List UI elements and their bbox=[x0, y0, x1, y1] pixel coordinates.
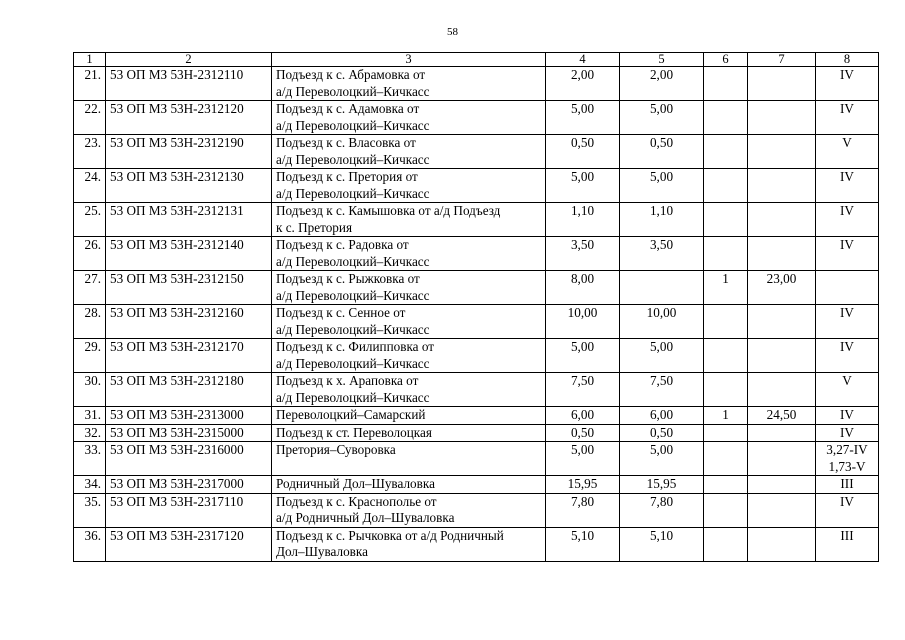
bridge-count-cell: 1 bbox=[704, 407, 748, 425]
row-number-cell: 26. bbox=[74, 237, 106, 271]
length-total-cell: 1,10 bbox=[546, 203, 620, 237]
bridge-count-cell bbox=[704, 476, 748, 494]
bridge-count-cell bbox=[704, 135, 748, 169]
bridge-length-cell bbox=[748, 101, 816, 135]
length-total-cell: 6,00 bbox=[546, 407, 620, 425]
length-paved-cell: 5,00 bbox=[620, 442, 704, 476]
table-row bbox=[74, 476, 879, 494]
road-code-cell: 53 ОП МЗ 53Н-2312180 bbox=[106, 373, 272, 407]
bridge-count-cell bbox=[704, 169, 748, 203]
road-name-cell: Подъезд к с. Абрамовка от а/д Переволоцкий–Кичкасс bbox=[272, 67, 546, 101]
road-name-cell: Подъезд к с. Краснополье от а/д Родничный Дол–Шуваловка bbox=[272, 493, 546, 527]
row-number-cell: 22. bbox=[74, 101, 106, 135]
road-code-cell: 53 ОП МЗ 53Н-2312170 bbox=[106, 339, 272, 373]
road-category-cell: IV bbox=[816, 407, 879, 425]
bridge-count-cell bbox=[704, 493, 748, 527]
row-number-cell: 21. bbox=[74, 67, 106, 101]
bridge-count-cell bbox=[704, 305, 748, 339]
road-name-cell: Подъезд к с. Рыжковка от а/д Переволоцкий–Кичкасс bbox=[272, 271, 546, 305]
row-number-cell: 27. bbox=[74, 271, 106, 305]
table-row bbox=[74, 424, 879, 442]
bridge-count-cell bbox=[704, 442, 748, 476]
length-paved-cell: 10,00 bbox=[620, 305, 704, 339]
road-name-cell: Подъезд к с. Сенное от а/д Переволоцкий–Кичкасс bbox=[272, 305, 546, 339]
road-code-cell: 53 ОП МЗ 53Н-2312110 bbox=[106, 67, 272, 101]
bridge-length-cell bbox=[748, 305, 816, 339]
road-name-cell: Подъезд к с. Власовка от а/д Переволоцкий–Кичкасс bbox=[272, 135, 546, 169]
length-paved-cell: 7,80 bbox=[620, 493, 704, 527]
length-total-cell: 3,50 bbox=[546, 237, 620, 271]
table-row bbox=[74, 407, 879, 425]
road-name-cell: Претория–Суворовка bbox=[272, 442, 546, 476]
row-number-cell: 25. bbox=[74, 203, 106, 237]
row-number-cell: 29. bbox=[74, 339, 106, 373]
bridge-length-cell bbox=[748, 339, 816, 373]
bridge-length-cell bbox=[748, 442, 816, 476]
road-category-cell: IV bbox=[816, 101, 879, 135]
header-cell: 1 bbox=[74, 53, 106, 67]
table-row bbox=[74, 271, 879, 305]
table-row bbox=[74, 237, 879, 271]
row-number-cell: 30. bbox=[74, 373, 106, 407]
length-total-cell: 0,50 bbox=[546, 424, 620, 442]
road-category-cell: IV bbox=[816, 169, 879, 203]
bridge-length-cell bbox=[748, 373, 816, 407]
bridge-count-cell bbox=[704, 101, 748, 135]
road-code-cell: 53 ОП МЗ 53Н-2315000 bbox=[106, 424, 272, 442]
length-total-cell: 0,50 bbox=[546, 135, 620, 169]
road-code-cell: 53 ОП МЗ 53Н-2313000 bbox=[106, 407, 272, 425]
bridge-count-cell bbox=[704, 237, 748, 271]
length-paved-cell: 5,00 bbox=[620, 169, 704, 203]
length-total-cell: 5,00 bbox=[546, 339, 620, 373]
row-number-cell: 32. bbox=[74, 424, 106, 442]
bridge-count-cell bbox=[704, 424, 748, 442]
length-total-cell: 10,00 bbox=[546, 305, 620, 339]
length-paved-cell: 5,10 bbox=[620, 527, 704, 561]
length-paved-cell: 15,95 bbox=[620, 476, 704, 494]
road-name-cell: Подъезд к с. Филипповка от а/д Переволоцкий–Кичкасс bbox=[272, 339, 546, 373]
bridge-length-cell bbox=[748, 527, 816, 561]
bridge-length-cell bbox=[748, 67, 816, 101]
row-number-cell: 34. bbox=[74, 476, 106, 494]
length-total-cell: 2,00 bbox=[546, 67, 620, 101]
road-code-cell: 53 ОП МЗ 53Н-2317120 bbox=[106, 527, 272, 561]
header-cell: 3 bbox=[272, 53, 546, 67]
road-category-cell: IV bbox=[816, 67, 879, 101]
road-name-cell: Подъезд к х. Араповка от а/д Переволоцкий–Кичкасс bbox=[272, 373, 546, 407]
road-code-cell: 53 ОП МЗ 53Н-2312131 bbox=[106, 203, 272, 237]
road-name-cell: Подъезд к с. Адамовка от а/д Переволоцкий–Кичкасс bbox=[272, 101, 546, 135]
table-row bbox=[74, 527, 879, 561]
length-total-cell: 7,80 bbox=[546, 493, 620, 527]
length-total-cell: 5,00 bbox=[546, 101, 620, 135]
header-cell: 8 bbox=[816, 53, 879, 67]
road-name-cell: Подъезд к ст. Переволоцкая bbox=[272, 424, 546, 442]
road-category-cell: IV bbox=[816, 493, 879, 527]
length-total-cell: 7,50 bbox=[546, 373, 620, 407]
header-cell: 5 bbox=[620, 53, 704, 67]
road-category-cell: V bbox=[816, 135, 879, 169]
length-paved-cell bbox=[620, 271, 704, 305]
length-total-cell: 15,95 bbox=[546, 476, 620, 494]
length-paved-cell: 2,00 bbox=[620, 67, 704, 101]
length-paved-cell: 0,50 bbox=[620, 135, 704, 169]
length-paved-cell: 3,50 bbox=[620, 237, 704, 271]
header-cell: 6 bbox=[704, 53, 748, 67]
bridge-count-cell bbox=[704, 339, 748, 373]
bridge-count-cell: 1 bbox=[704, 271, 748, 305]
road-category-cell: IV bbox=[816, 203, 879, 237]
road-category-cell: IV bbox=[816, 237, 879, 271]
length-total-cell: 5,00 bbox=[546, 442, 620, 476]
bridge-length-cell bbox=[748, 135, 816, 169]
page-number: 58 bbox=[447, 26, 458, 38]
road-code-cell: 53 ОП МЗ 53Н-2312160 bbox=[106, 305, 272, 339]
table-row bbox=[74, 305, 879, 339]
bridge-length-cell bbox=[748, 476, 816, 494]
road-category-cell: IV bbox=[816, 305, 879, 339]
road-category-cell: V bbox=[816, 373, 879, 407]
road-category-cell: IV bbox=[816, 339, 879, 373]
length-paved-cell: 5,00 bbox=[620, 339, 704, 373]
road-name-cell: Подъезд к с. Претория от а/д Переволоцкий–Кичкасс bbox=[272, 169, 546, 203]
length-paved-cell: 1,10 bbox=[620, 203, 704, 237]
bridge-length-cell bbox=[748, 237, 816, 271]
row-number-cell: 36. bbox=[74, 527, 106, 561]
bridge-count-cell bbox=[704, 67, 748, 101]
road-name-cell: Родничный Дол–Шуваловка bbox=[272, 476, 546, 494]
length-paved-cell: 6,00 bbox=[620, 407, 704, 425]
row-number-cell: 31. bbox=[74, 407, 106, 425]
bridge-length-cell bbox=[748, 424, 816, 442]
table-row bbox=[74, 373, 879, 407]
bridge-length-cell: 24,50 bbox=[748, 407, 816, 425]
table-row bbox=[74, 203, 879, 237]
road-code-cell: 53 ОП МЗ 53Н-2312120 bbox=[106, 101, 272, 135]
length-total-cell: 5,10 bbox=[546, 527, 620, 561]
bridge-length-cell: 23,00 bbox=[748, 271, 816, 305]
road-code-cell: 53 ОП МЗ 53Н-2312190 bbox=[106, 135, 272, 169]
table-row bbox=[74, 493, 879, 527]
road-code-cell: 53 ОП МЗ 53Н-2317000 bbox=[106, 476, 272, 494]
bridge-count-cell bbox=[704, 203, 748, 237]
row-number-cell: 35. bbox=[74, 493, 106, 527]
road-name-cell: Подъезд к с. Камышовка от а/д Подъезд к с. Претория bbox=[272, 203, 546, 237]
row-number-cell: 23. bbox=[74, 135, 106, 169]
length-paved-cell: 0,50 bbox=[620, 424, 704, 442]
road-category-cell bbox=[816, 271, 879, 305]
road-category-cell: III bbox=[816, 476, 879, 494]
road-code-cell: 53 ОП МЗ 53Н-2316000 bbox=[106, 442, 272, 476]
row-number-cell: 28. bbox=[74, 305, 106, 339]
road-name-cell: Переволоцкий–Самарский bbox=[272, 407, 546, 425]
length-paved-cell: 5,00 bbox=[620, 101, 704, 135]
row-number-cell: 33. bbox=[74, 442, 106, 476]
bridge-count-cell bbox=[704, 527, 748, 561]
road-name-cell: Подъезд к с. Радовка от а/д Переволоцкий–Кичкасс bbox=[272, 237, 546, 271]
header-cell: 4 bbox=[546, 53, 620, 67]
bridge-count-cell bbox=[704, 373, 748, 407]
length-paved-cell: 7,50 bbox=[620, 373, 704, 407]
road-code-cell: 53 ОП МЗ 53Н-2312130 bbox=[106, 169, 272, 203]
bridge-length-cell bbox=[748, 169, 816, 203]
table-row bbox=[74, 135, 879, 169]
table-row bbox=[74, 67, 879, 101]
road-category-cell: 3,27-IV 1,73-V bbox=[816, 442, 879, 476]
table-row bbox=[74, 169, 879, 203]
road-code-cell: 53 ОП МЗ 53Н-2312140 bbox=[106, 237, 272, 271]
roads-table bbox=[73, 52, 879, 562]
bridge-length-cell bbox=[748, 203, 816, 237]
table-row bbox=[74, 442, 879, 476]
road-code-cell: 53 ОП МЗ 53Н-2312150 bbox=[106, 271, 272, 305]
table-header-row bbox=[74, 53, 879, 67]
road-category-cell: III bbox=[816, 527, 879, 561]
road-code-cell: 53 ОП МЗ 53Н-2317110 bbox=[106, 493, 272, 527]
table-row bbox=[74, 101, 879, 135]
length-total-cell: 5,00 bbox=[546, 169, 620, 203]
header-cell: 2 bbox=[106, 53, 272, 67]
road-name-cell: Подъезд к с. Рычковка от а/д Родничный Дол–Шуваловка bbox=[272, 527, 546, 561]
table-row bbox=[74, 339, 879, 373]
header-cell: 7 bbox=[748, 53, 816, 67]
bridge-length-cell bbox=[748, 493, 816, 527]
road-category-cell: IV bbox=[816, 424, 879, 442]
row-number-cell: 24. bbox=[74, 169, 106, 203]
length-total-cell: 8,00 bbox=[546, 271, 620, 305]
